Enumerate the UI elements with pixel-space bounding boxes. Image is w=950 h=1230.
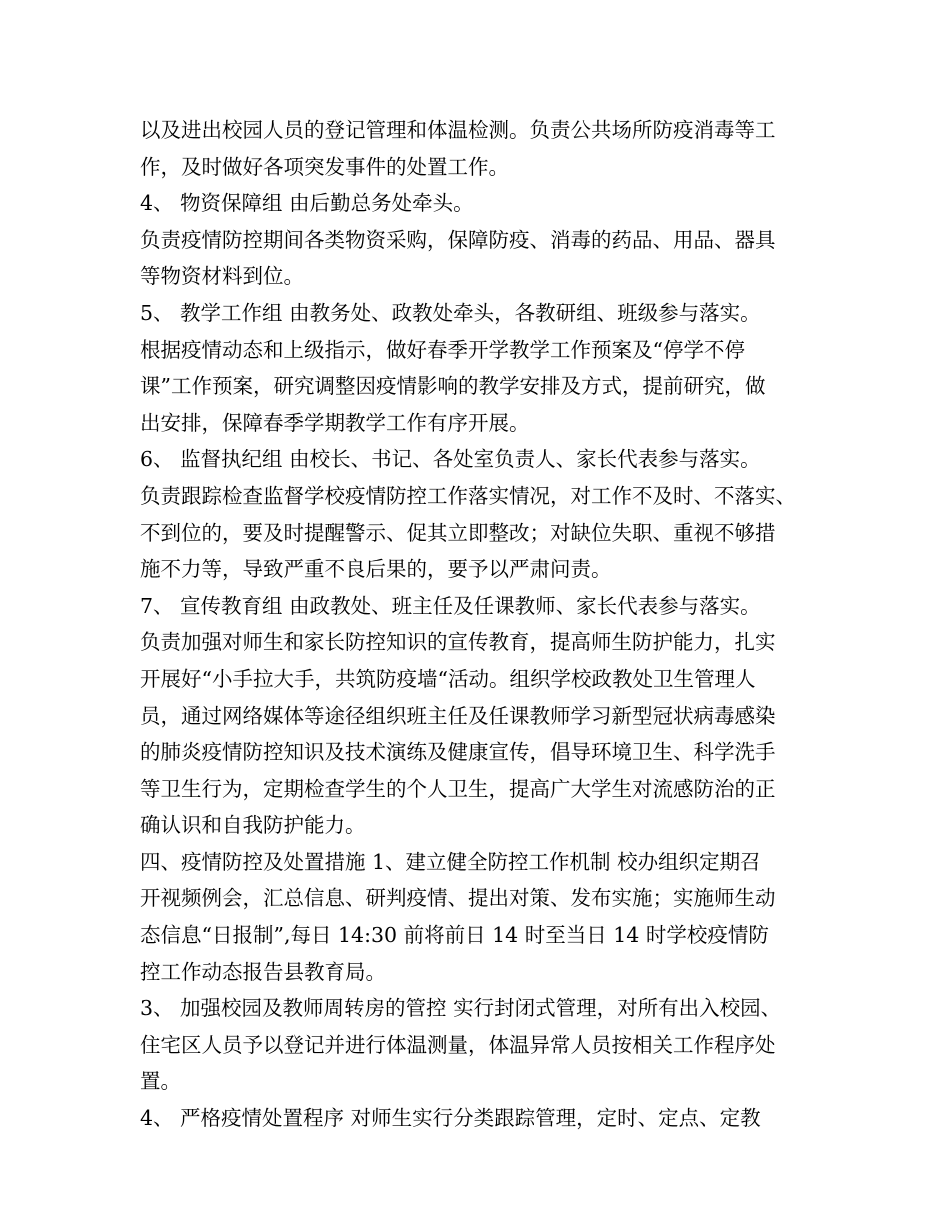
text-line: 课”工作预案，研究调整因疫情影响的教学安排及方式，提前研究，做 <box>140 374 766 399</box>
text-line: 开视频例会，汇总信息、研判疫情、提出对策、发布实施；实施师生动 <box>140 886 776 911</box>
text-line: 态信息“日报制”,每日 14:30 前将前日 14 时至当日 14 时学校疫情防 <box>140 923 769 948</box>
text-line: 开展好“小手拉大手，共筑防疫墙“活动。组织学校政教处卫生管理人 <box>140 666 756 691</box>
section-heading-handling: 4、 严格疫情处置程序 对师生实行分类跟踪管理，定时、定点、定教 <box>140 1106 761 1131</box>
text-line: 置。 <box>140 1069 181 1094</box>
text-line: 负责疫情防控期间各类物资采购，保障防疫、消毒的药品、用品、器具 <box>140 227 776 252</box>
text-line: 等卫生行为，定期检查学生的个人卫生，提高广大学生对流感防治的正 <box>140 776 776 801</box>
text-line: 根据疫情动态和上级指示，做好春季开学教学工作预案及“停学不停 <box>140 337 745 362</box>
section-heading-measures: 四、疫情防控及处置措施 1、建立健全防控工作机制 校办组织定期召 <box>140 849 761 874</box>
text-line: 施不力等，导致严重不良后果的，要予以严肃问责。 <box>140 557 612 582</box>
section-heading-publicity: 7、 宣传教育组 由政教处、班主任及任课教师、家长代表参与落实。 <box>140 593 761 618</box>
text-line: 出安排，保障春季学期教学工作有序开展。 <box>140 410 530 435</box>
text-line: 以及进出校园人员的登记管理和体温检测。负责公共场所防疫消毒等工 <box>140 118 776 142</box>
document-body <box>140 112 830 1137</box>
text-line: 控工作动态报告县教育局。 <box>140 959 386 984</box>
text-line: 负责加强对师生和家长防控知识的宣传教育，提高师生防护能力，扎实 <box>140 630 776 655</box>
text-line: 作，及时做好各项突发事件的处置工作。 <box>140 154 509 179</box>
text-line: 住宅区人员予以登记并进行体温测量，体温异常人员按相关工作程序处 <box>140 1032 776 1057</box>
text-line: 确认识和自我防护能力。 <box>140 813 366 838</box>
text-line: 等物资材料到位。 <box>140 264 304 289</box>
section-heading-supervision: 6、 监督执纪组 由校长、书记、各处室负责人、家长代表参与落实。 <box>140 447 761 472</box>
text-line: 不到位的，要及时提醒警示、促其立即整改；对缺位失职、重视不够措 <box>140 520 776 545</box>
section-heading-logistics: 4、 物资保障组 由后勤总务处牵头。 <box>140 191 474 216</box>
text-line: 员，通过网络媒体等途径组织班主任及任课教师学习新型冠状病毒感染 <box>140 703 776 728</box>
section-heading-teaching: 5、 教学工作组 由教务处、政教处牵头，各教研组、班级参与落实。 <box>140 300 761 325</box>
section-heading-campus-control: 3、 加强校园及教师周转房的管控 实行封闭式管理，对所有出入校园、 <box>140 996 782 1021</box>
text-line: 负责跟踪检查监督学校疫情防控工作落实情况，对工作不及时、不落实、 <box>140 483 796 508</box>
text-line: 的肺炎疫情防控知识及技术演练及健康宣传，倡导环境卫生、科学洗手 <box>140 740 776 765</box>
